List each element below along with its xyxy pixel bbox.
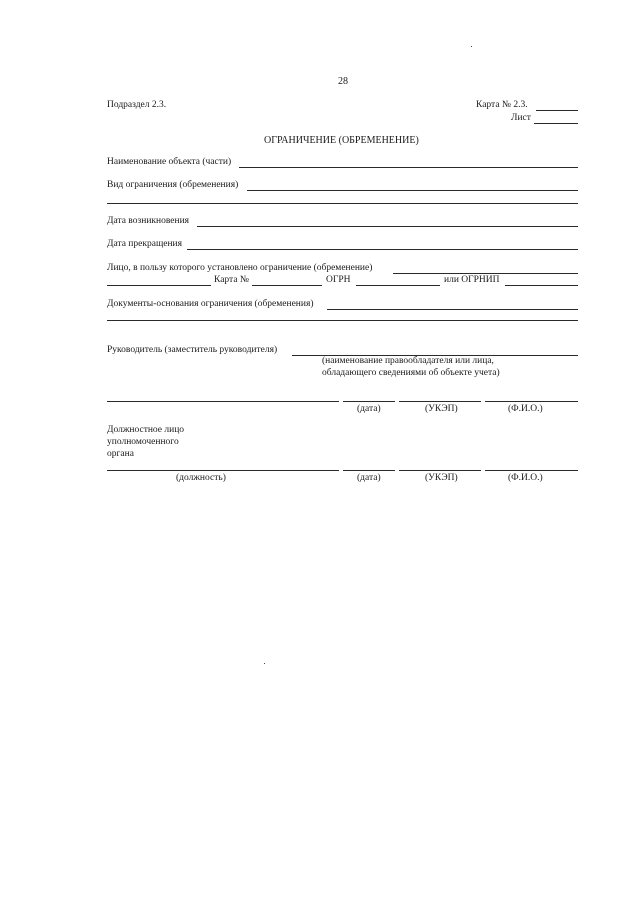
official-label-line1: Должностное лицо: [107, 425, 185, 435]
manager-fio-field[interactable]: [485, 401, 578, 402]
manager-label: Руководитель (заместитель руководителя): [107, 345, 278, 355]
official-label-line2: уполномоченного: [107, 437, 179, 447]
official-ukep-field[interactable]: [399, 470, 481, 471]
official-ukep-caption: (УКЭП): [425, 473, 458, 483]
manager-caption-line2: обладающего сведениями об объекте учета): [322, 368, 500, 378]
manager-fio-caption: (Ф.И.О.): [508, 404, 543, 414]
sheet-label: Лист: [511, 113, 531, 123]
end-date-field[interactable]: [187, 249, 578, 250]
restriction-type-field[interactable]: [247, 190, 578, 191]
scan-speck: [471, 46, 472, 47]
object-name-label: Наименование объекта (части): [107, 157, 232, 167]
manager-date-caption: (дата): [357, 404, 381, 414]
card-no-field[interactable]: [252, 285, 322, 286]
card-no-label: Карта №: [214, 275, 249, 285]
official-date-caption: (дата): [357, 473, 381, 483]
page-number: 28: [338, 76, 348, 87]
manager-ukep-field[interactable]: [399, 401, 481, 402]
basis-docs-label: Документы-основания ограничения (обременения): [107, 299, 314, 309]
start-date-label: Дата возникновения: [107, 216, 190, 226]
card-number-label: Карта № 2.3.: [476, 100, 528, 110]
document-title: ОГРАНИЧЕНИЕ (ОБРЕМЕНЕНИЕ): [264, 135, 419, 146]
beneficiary-field[interactable]: [393, 273, 578, 274]
scan-speck: [264, 663, 265, 664]
ogrnip-field[interactable]: [505, 285, 578, 286]
sheet-field[interactable]: [534, 123, 578, 124]
manager-name-field[interactable]: [107, 401, 339, 402]
basis-docs-field[interactable]: [327, 309, 578, 310]
start-date-field[interactable]: [197, 226, 578, 227]
card-number-field[interactable]: [536, 110, 578, 111]
manager-date-field[interactable]: [343, 401, 395, 402]
restriction-type-label: Вид ограничения (обременения): [107, 180, 239, 190]
basis-docs-field-line2[interactable]: [107, 320, 578, 321]
beneficiary-name-field[interactable]: [107, 285, 211, 286]
ogrn-field[interactable]: [356, 285, 440, 286]
restriction-type-field-line2[interactable]: [107, 203, 578, 204]
object-name-field[interactable]: [239, 167, 578, 168]
beneficiary-label: Лицо, в пользу которого установлено ограничение (обременение): [107, 263, 373, 273]
official-label-line3: органа: [107, 449, 134, 459]
end-date-label: Дата прекращения: [107, 239, 183, 249]
manager-caption-line1: (наименование правообладателя или лица,: [322, 356, 494, 366]
official-fio-field[interactable]: [485, 470, 578, 471]
manager-ukep-caption: (УКЭП): [425, 404, 458, 414]
official-position-field[interactable]: [107, 470, 339, 471]
subsection-label: Подраздел 2.3.: [107, 100, 167, 110]
ogrnip-label: или ОГРНИП: [444, 275, 500, 285]
official-date-field[interactable]: [343, 470, 395, 471]
official-fio-caption: (Ф.И.О.): [508, 473, 543, 483]
ogrn-label: ОГРН: [326, 275, 351, 285]
official-position-caption: (должность): [176, 473, 226, 483]
